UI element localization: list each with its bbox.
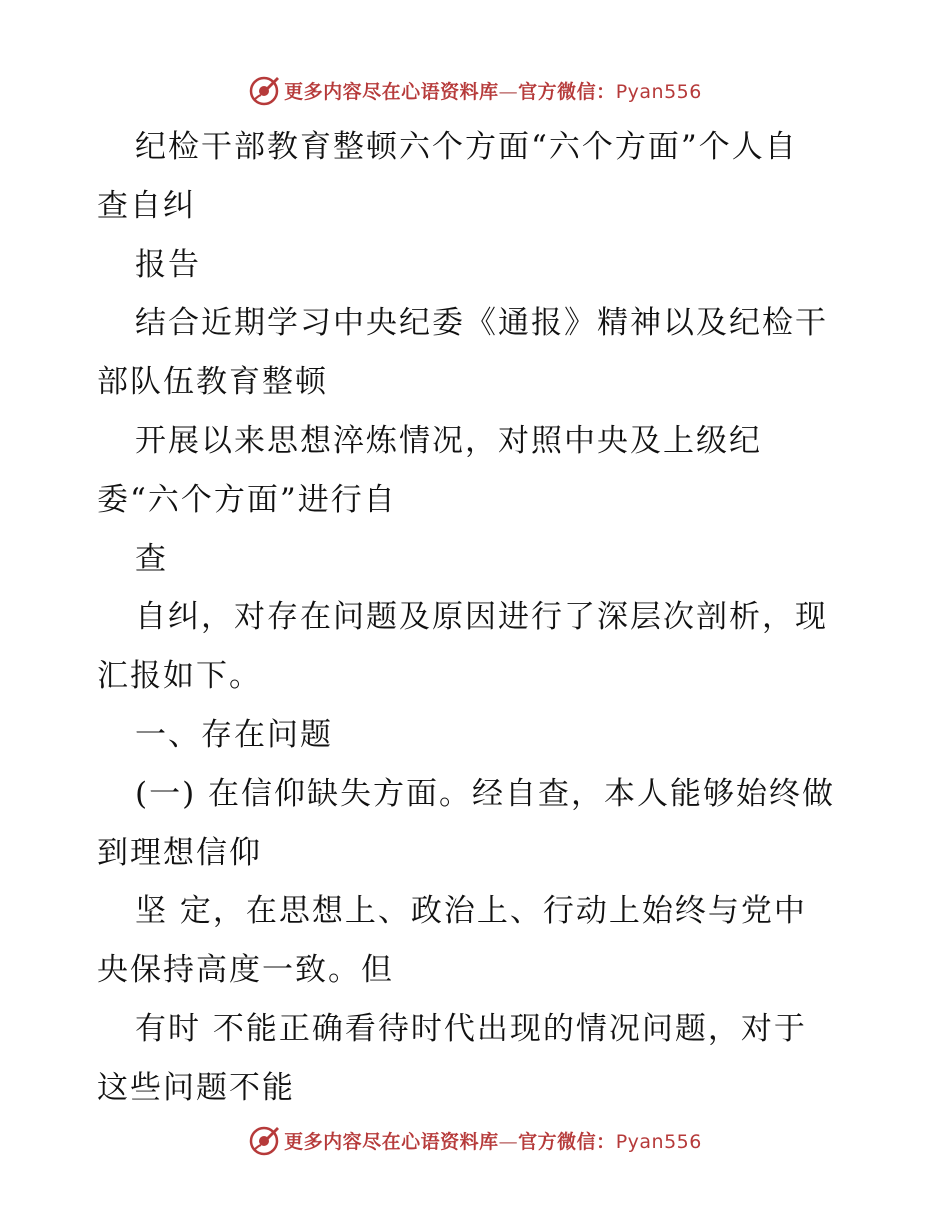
footer-banner-id: Pyan556 [615,1130,702,1153]
paragraph-line: 央保持高度一致。但 [97,952,394,989]
header-banner-text [284,77,702,104]
title-line-1: 纪检干部教育整顿六个方面“六个方面”个人自 [135,129,798,165]
footer-banner-title: 更多内容尽在心语资料库 [284,1130,499,1153]
header-banner-title: 更多内容尽在心语资料库 [284,80,499,103]
paragraph-line: 到理想信仰 [97,834,262,871]
footer-banner-dash: — [498,1130,519,1153]
paragraph-line: 这些问题不能 [97,1069,295,1106]
paragraph-line: 部队伍教育整顿 [97,364,328,401]
header-watermark-banner [0,70,950,110]
footer-banner-text [284,1127,702,1154]
title-line-2: 查自纠 [97,187,196,224]
paragraph-line: 汇报如下。 [97,658,262,695]
paragraph-line: 查 [135,540,168,577]
paragraph-line: (一) 在信仰缺失方面。经自查，本人能够始终做 [135,775,836,812]
footer-watermark-banner [0,1120,950,1160]
header-banner-dash: — [498,80,519,103]
paragraph-line: 委“六个方面”进行自 [97,481,397,518]
section-heading: 一、存在问题 [135,716,333,753]
paragraph-line: 开展以来思想淬炼情况，对照中央及上级纪 [135,422,762,459]
paragraph-line: 有时 不能正确看待时代出现的情况问题，对于 [135,1010,807,1047]
paragraph-line: 结合近期学习中央纪委《通报》精神以及纪检干 [135,305,828,342]
brush-logo-icon [248,1124,280,1156]
header-banner-contact: 官方微信： [518,80,616,103]
footer-banner-contact: 官方微信： [518,1130,616,1153]
document-body [97,118,857,1118]
title-line-3: 报告 [135,246,201,283]
brush-logo-icon [248,74,280,106]
header-banner-id: Pyan556 [615,80,702,103]
paragraph-line: 自纠，对存在问题及原因进行了深层次剖析，现 [135,599,828,636]
paragraph-line: 坚 定，在思想上、政治上、行动上始终与党中 [135,893,807,930]
